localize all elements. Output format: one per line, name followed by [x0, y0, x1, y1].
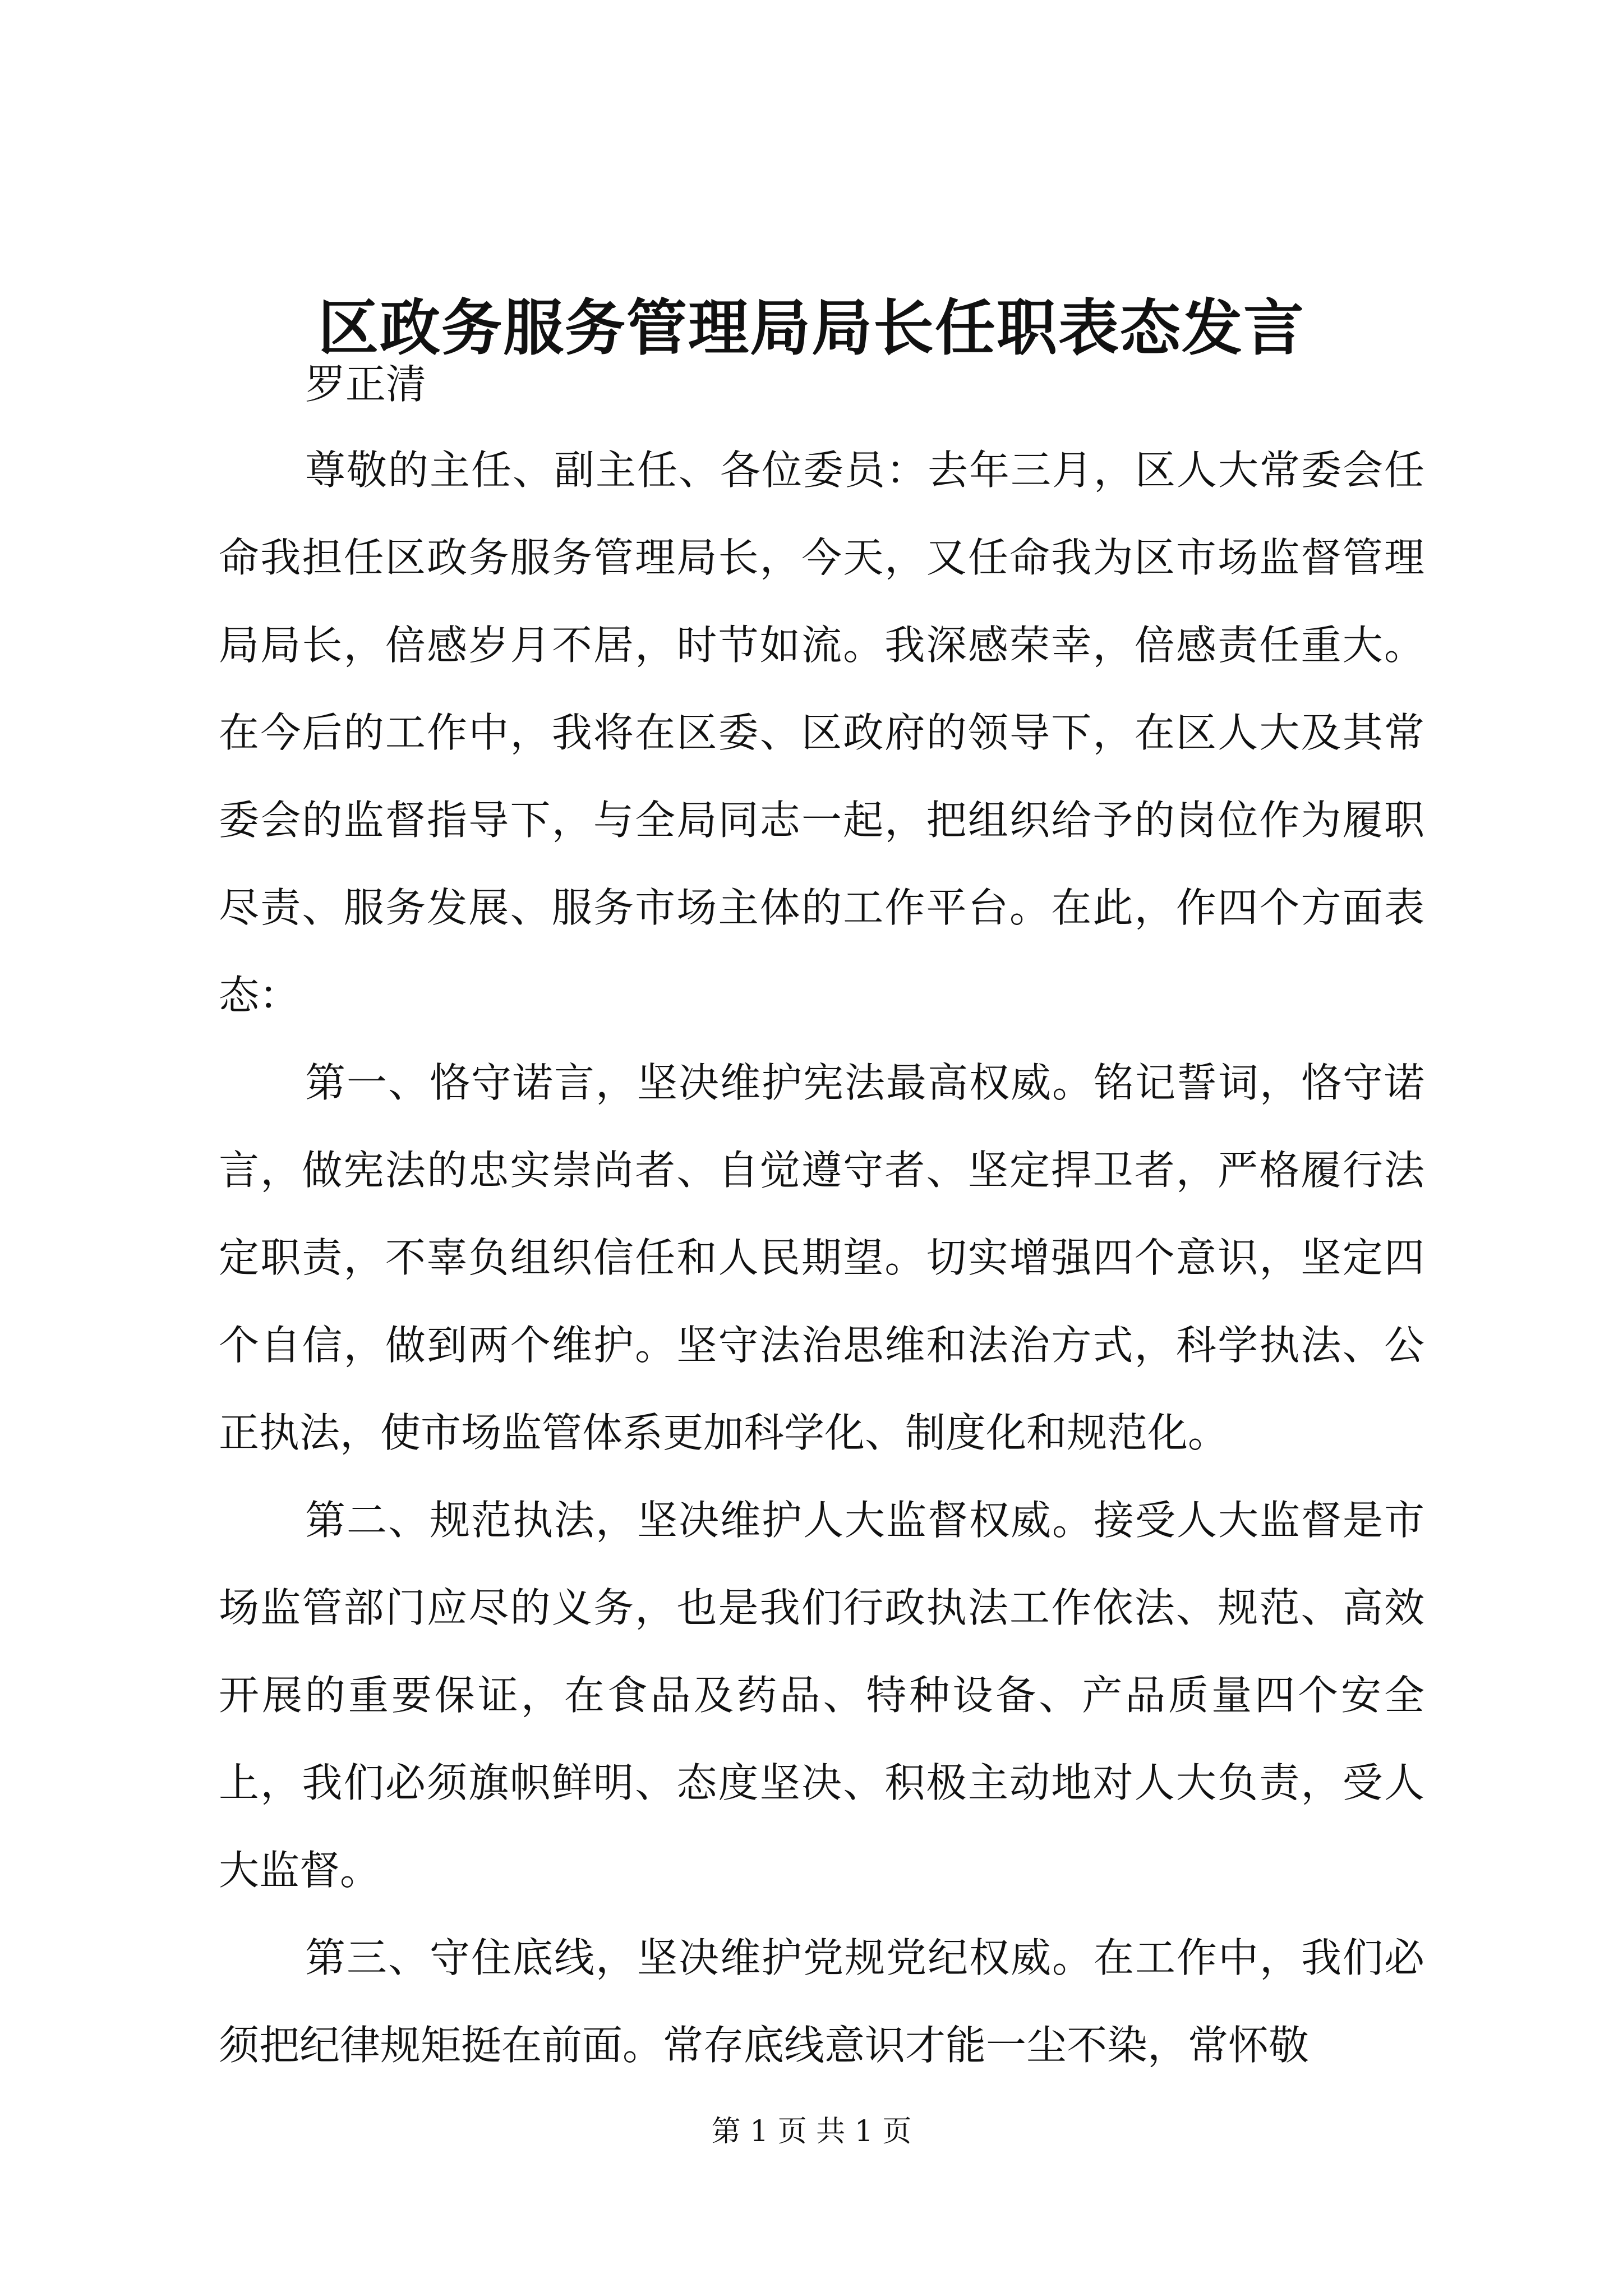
paragraph-point-three: 第三、守住底线，坚决维护党规党纪权威。在工作中，我们必须把纪律规矩挺在前面。常存底线意识才能一尘不染，常怀敬 — [219, 1934, 1424, 2069]
document-title: 区政务服务管理局局长任职表态发言 — [317, 293, 1305, 364]
author-name: 罗正清 — [305, 361, 427, 408]
page-number-footer: 第 1 页 共 1 页 — [711, 2115, 912, 2148]
paragraph-point-one: 第一、恪守诺言，坚决维护宪法最高权威。铭记誓词，恪守诺言，做宪法的忠实崇尚者、自觉遵守者、坚定捍卫者，严格履行法定职责，不辜负组织信任和人民期望。切实增强四个意识，坚定四个自信，做到两个维护。坚守法治思维和法治方式，科学执法、公正执法，使市场监管体系更加科学化、制度化和规范化。 — [219, 1059, 1424, 1456]
paragraph-greeting: 尊敬的主任、副主任、各位委员：去年三月，区人大常委会任命我担任区政务服务管理局长，今天，又任命我为区市场监督管理局局长，倍感岁月不居，时节如流。我深感荣幸，倍感责任重大。在今后的工作中，我将在区委、区政府的领导下，在区人大及其常委会的监督指导下，与全局同志一起，把组织给予的岗位作为履职尽责、服务发展、服务市场主体的工作平台。在此，作四个方面表态： — [219, 447, 1424, 1019]
paragraph-point-two: 第二、规范执法，坚决维护人大监督权威。接受人大监督是市场监管部门应尽的义务，也是我们行政执法工作依法、规范、高效开展的重要保证，在食品及药品、特种设备、产品质量四个安全上，我们必须旗帜鲜明、态度坚决、积极主动地对人大负责，受人大监督。 — [219, 1497, 1424, 1894]
document-body — [219, 426, 1424, 2089]
